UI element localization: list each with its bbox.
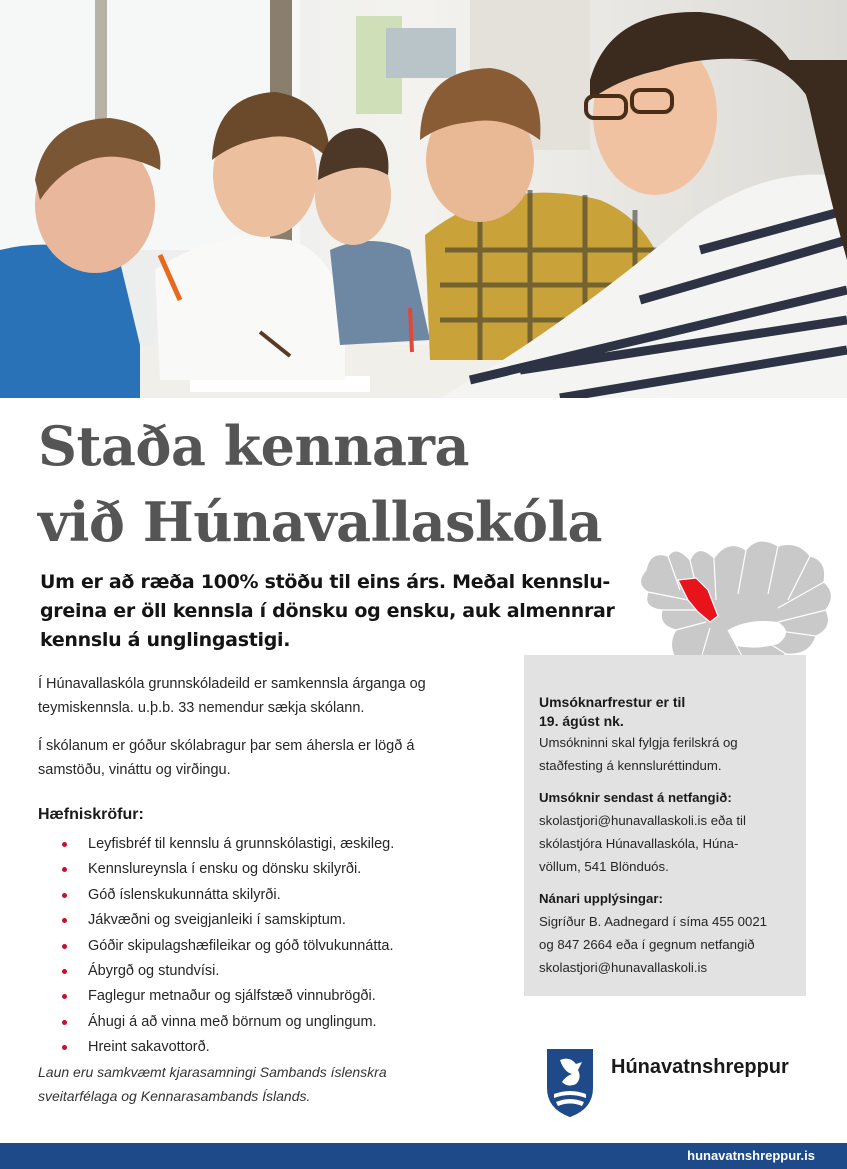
list-item: Áhugi á að vinna með börnum og unglingum.	[62, 1010, 394, 1035]
title-line-1: Staða kennara	[38, 414, 469, 478]
lead-line-3: kennslu á unglingastigi.	[40, 629, 291, 651]
list-item: Faglegur metnaður og sjálfstæð vinnubrögði.	[62, 984, 394, 1009]
salary-footnote	[38, 1060, 387, 1108]
intro-paragraph-1	[38, 672, 498, 720]
list-item: Leyfisbréf til kennslu á grunnskólastigi, æskileg.	[62, 832, 394, 857]
intro-p2-line-2: samstöðu, vináttu og virðingu.	[38, 762, 231, 778]
requirements-heading: Hæfniskröfur:	[38, 806, 144, 823]
list-item: Góð íslenskukunnátta skilyrði.	[62, 883, 394, 908]
brand-name: Húnavatnshreppur	[611, 1056, 789, 1078]
title-line-2: við Húnavallaskóla	[38, 490, 602, 554]
more-line-2: og 847 2664 eða í gegnum netfangið	[539, 937, 755, 952]
list-item: Góðir skipulagshæfileikar og góð tölvukunnátta.	[62, 934, 394, 959]
send-line-3: völlum, 541 Blönduós.	[539, 859, 669, 874]
deadline-line-2: 19. ágúst nk.	[539, 713, 624, 729]
website-link[interactable]: hunavatnshreppur.is	[687, 1148, 815, 1163]
application-info-box	[524, 655, 806, 996]
list-item: Jákvæðni og sveigjanleiki í samskiptum.	[62, 908, 394, 933]
list-item: Hreint sakavottorð.	[62, 1035, 394, 1060]
send-heading: Umsóknir sendast á netfangið:	[539, 790, 732, 805]
requirements-list	[62, 832, 394, 1061]
lead-line-1: Um er að ræða 100% stöðu til eins árs. Meðal kennslu-	[40, 571, 611, 593]
lead-line-2: greina er öll kennsla í dönsku og ensku, auk almennrar	[40, 600, 615, 622]
attach-line-2: staðfesting á kennsluréttindum.	[539, 758, 722, 773]
footer-bar	[0, 1143, 847, 1169]
contact-email-link[interactable]: skolastjori@hunavallaskoli.is	[539, 960, 708, 975]
deadline-line-1: Umsóknarfrestur er til	[539, 694, 686, 710]
intro-p2-line-1: Í skólanum er góður skólabragur þar sem áhersla er lögð á	[38, 738, 415, 754]
coat-of-arms-icon	[546, 1048, 594, 1118]
list-item: Ábyrgð og stundvísi.	[62, 959, 394, 984]
send-line-2: skólastjóra Húnavallaskóla, Húna-	[539, 836, 739, 851]
attach-line-1: Umsókninni skal fylgja ferilskrá og	[539, 735, 738, 750]
page-title	[38, 408, 678, 560]
intro-p1-line-1: Í Húnavallaskóla grunnskóladeild er samkennsla árganga og	[38, 676, 426, 692]
lead-paragraph	[40, 568, 620, 655]
intro-p1-line-2: teymiskennsla. u.þ.b. 33 nemendur sækja skólann.	[38, 700, 365, 716]
hero-photo	[0, 0, 847, 398]
intro-paragraph-2	[38, 734, 498, 782]
list-item: Kennslureynsla í ensku og dönsku skilyrði.	[62, 857, 394, 882]
more-line-1: Sigríður B. Aadnegard í síma 455 0021	[539, 914, 767, 929]
footnote-line-2: sveitarfélaga og Kennarasambands Íslands.	[38, 1088, 311, 1104]
more-info-heading: Nánari upplýsingar:	[539, 891, 663, 906]
send-email-link[interactable]: skolastjori@hunavallaskoli.is eða til	[539, 813, 746, 828]
footnote-line-1: Laun eru samkvæmt kjarasamningi Sambands íslenskra	[38, 1064, 387, 1080]
